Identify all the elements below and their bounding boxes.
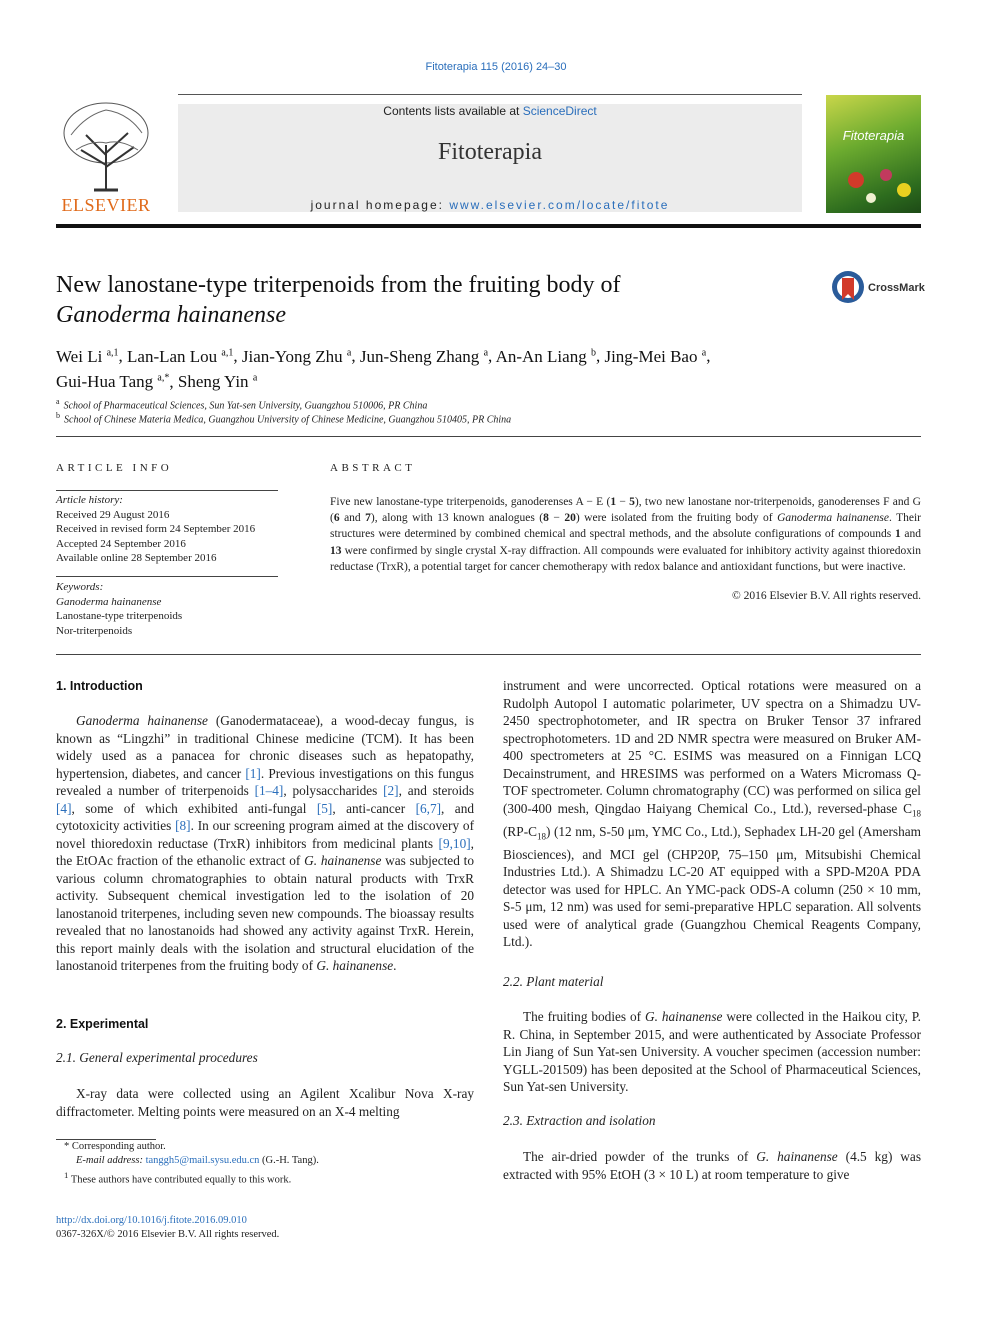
divider bbox=[56, 654, 921, 655]
abstract-copyright: © 2016 Elsevier B.V. All rights reserved. bbox=[732, 590, 921, 602]
author: Sheng Yin $^a$ bbox=[177, 372, 258, 392]
contents-available: Contents lists available at ScienceDirect bbox=[383, 104, 597, 118]
author: Lan-Lan Lou $^{a,1}$ bbox=[127, 346, 234, 366]
affiliation-a: $^a$ School of Pharmaceutical Sciences, Sun Yat-sen University, Guangzhou 510006, PR China bbox=[56, 397, 428, 412]
author: Jian-Yong Zhu $^a$ bbox=[241, 346, 352, 366]
extraction-text: The air-dried powder of the trunks of G. hainanense (4.5 kg) was extracted with 95% EtOH (3 × 10 L) at room temperature to give bbox=[503, 1149, 921, 1182]
author: Jing-Mei Bao $^a$ bbox=[604, 346, 707, 366]
divider bbox=[56, 436, 921, 437]
subsection-2-1-heading: 2.1. General experimental procedures bbox=[56, 1050, 258, 1065]
article-info-heading: ARTICLE INFO bbox=[56, 462, 173, 474]
author: An-An Liang $^b$ bbox=[495, 346, 596, 366]
journal-name: Fitoterapia bbox=[438, 139, 542, 165]
doi-link[interactable]: http://dx.doi.org/10.1016/j.fitote.2016.09.010 bbox=[56, 1215, 247, 1226]
doi-block: http://dx.doi.org/10.1016/j.fitote.2016.09.010 0367-326X/© 2016 Elsevier B.V. All rights reserved. bbox=[56, 1214, 474, 1242]
section-experimental-heading: 2. Experimental bbox=[56, 1017, 149, 1031]
cover-flowers-image bbox=[826, 150, 921, 213]
crossmark-icon[interactable] bbox=[831, 270, 865, 304]
crossmark-label[interactable]: CrossMark bbox=[868, 282, 925, 294]
header-thick-rule bbox=[56, 224, 921, 228]
divider bbox=[56, 576, 278, 577]
author: Gui-Hua Tang $^{a,*}$ bbox=[56, 372, 170, 392]
affiliation-b: $^b$ School of Chinese Materia Medica, Guangzhou University of Chinese Medicine, Guangzhou 510405, PR China bbox=[56, 411, 512, 426]
divider bbox=[56, 490, 278, 491]
subsection-2-3-heading: 2.3. Extraction and isolation bbox=[503, 1113, 656, 1128]
journal-citation[interactable]: Fitoterapia 115 (2016) 24–30 bbox=[425, 61, 567, 73]
keywords: Keywords: Ganoderma hainanense Lanostane-type triterpenoids Nor-triterpenoids bbox=[56, 581, 183, 637]
author: Wei Li $^{a,1}$ bbox=[56, 346, 119, 366]
author-list: Wei Li $^{a,1}$, Lan-Lan Lou $^{a,1}$, Jian-Yong Zhu $^a$, Jun-Sheng Zhang $^a$, An-An Liang $^b$, Jing-Mei Bao $^a$, Gui-Hua Tang $^{a,*}$, Sheng Yin $^a$ bbox=[56, 346, 711, 392]
abstract-heading: ABSTRACT bbox=[330, 462, 416, 474]
elsevier-wordmark: ELSEVIER bbox=[61, 195, 151, 215]
introduction-text: Ganoderma hainanense (Ganodermataceae), a wood-decay fungus, is known as “Lingzhi” in traditional Chinese medicine (TCM). It has been widely used as a panacea for chronic diseases such as hepatopathy, hypertension, diabetes, and cancer [1]. Previous investigations on this fungus revealed a number of triterpenoids [1–4], polysaccharides [2], and steroids [4], some of which exhibited anti-fungal [5], anti-cancer [6,7], and cytotoxicity activities [8]. In our screening program aimed at the discovery of novel thioredoxin reductase (TrxR) inhibitors from medicinal plants [9,10], the EtOAc fraction of the ethanolic extract of G. hainanense was subjected to various column chromatographies to obtain natural products with TrxR activity. Subsequent chemical investigation led to the isolation of 20 lanostanoid triterpenes, including seven new compounds. The bioassay results revealed that no lanostanoids had showed any activity against TrxR. Herein, this report mainly deals with the isolation and structural elucidation of the lanostanoid triterpenes from the fruiting body of G. hainanense. bbox=[56, 713, 475, 973]
author: Jun-Sheng Zhang $^a$ bbox=[359, 346, 489, 366]
subsection-2-2-heading: 2.2. Plant material bbox=[503, 974, 604, 989]
plant-material-text: The fruiting bodies of G. hainanense were collected in the Haikou city, P. R. China, in September 2015, and were authenticated by Associate Professor Lin Jiang of Sun Yat-sen University. A voucher specimen (accession number: YGLL-201509) has been deposited at the School of Pharmaceutical Sciences, Sun Yat-sen University. bbox=[503, 1009, 921, 1094]
article-title: New lanostane-type triterpenoids from the fruiting body of Ganoderma hainanense bbox=[56, 272, 621, 328]
section-introduction-heading: 1. Introduction bbox=[56, 679, 143, 693]
article-history: Article history: Received 29 August 2016 Received in revised form 24 September 2016 Accepted 24 September 2016 Available online 28 September 2016 bbox=[56, 494, 256, 564]
general-procedures-text: X-ray data were collected using an Agilent Xcalibur Nova X-ray diffractometer. Melting points were measured on an X-4 melting bbox=[56, 1086, 474, 1119]
abstract-text: Five new lanostane-type triterpenoids, ganoderenses A − E (1 − 5), two new lanostane nor-triterpenoids, ganoderenses F and G (6 and 7), along with 13 known analogues (8 − 20) were isolated from the fruiting body of Ganoderma hainanense. Their structures were determined by combined chemical and spectral methods, and the absolute configurations of compounds 1 and 13 were confirmed by single crystal X-ray diffraction. All compounds were evaluated for inhibitory activity against thioredoxin reductase (TrxR), a potential target for cancer chemotherapy with redox balance and antioxidant functions, but were inactive. bbox=[330, 496, 921, 573]
homepage-link[interactable]: www.elsevier.com/locate/fitote bbox=[449, 198, 670, 212]
sciencedirect-link[interactable]: ScienceDirect bbox=[522, 104, 597, 118]
header-top-rule bbox=[178, 94, 802, 95]
cover-title: Fitoterapia bbox=[842, 128, 905, 143]
email-link[interactable]: tanggh5@mail.sysu.edu.cn bbox=[145, 1155, 260, 1166]
footnotes: * Corresponding author. E-mail address: tanggh5@mail.sysu.edu.cn (G.-H. Tang). $^1$ These authors have contributed equally to this work. bbox=[64, 1141, 319, 1186]
general-procedures-continued: instrument and were uncorrected. Optical rotations were measured on a Rudolph Autopol I automatic polarimeter, UV spectra on a Shimadzu UV-2450 spectrophotometer, and IR spectra on Bruker Tensor 37 infrared spectrophotometers. 1D and 2D NMR spectra were measured on Bruker AM-400 spectrometers at 25 °C. ESIMS was measured on a Finnigan LCQ Decainstrument, and HRESIMS was performed on a Waters Micromass Q-TOF spectrometer. Column chromatography (CC) was performed on silica gel (300-400 mesh, Qingdao Haiyang Chemical Co., Ltd.), reversed-phase $C_{18}$ $(RP-C_{18})$ (12 nm, S-50 μm, YMC Co., Ltd.), Sephadex LH-20 gel (Amersham Biosciences), and MCI gel (CHP20P, 75–150 μm, Mitsubishi Chemical Industries Ltd.). A Shimadzu LC-20 AT equipped with a SPD-M20A PDA detector was used for HPLC. An YMC-pack ODS-A column (250 × 10 mm, S-5 μm, 12 nm) was used for semi-preparative HPLC separation. All solvents used were of analytical grade (Guangzhou Chemical Reagents Company, Ltd.). bbox=[503, 678, 921, 950]
journal-homepage: journal homepage: www.elsevier.com/locate/fitote bbox=[310, 198, 670, 212]
